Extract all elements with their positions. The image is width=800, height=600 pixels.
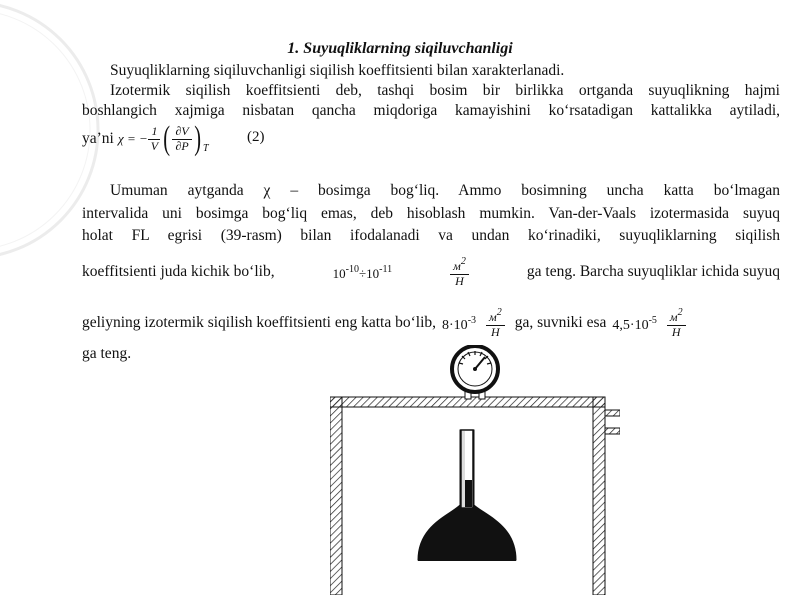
formula-subscript: T bbox=[203, 143, 209, 154]
helium-value: $8\cdot 10^{-3}$ bbox=[442, 314, 477, 333]
flask bbox=[418, 430, 516, 560]
unit-fraction-3: $\frac{м^2}{Н}$ bbox=[667, 307, 686, 338]
paragraph-2-line-5: geliyning izotermik siqilish koeffitsienti eng katta boʻlib, $8\cdot 10^{-3}$ $\frac{м^2}{Н}$ ga, suvniki esa $4,5\cdot 10^{-5}$ $\frac{м^2}{Н}$ bbox=[82, 303, 780, 343]
paragraph-1-line-4: yaʼni bbox=[82, 130, 114, 147]
paragraph-2-line-1: Umuman aytganda χ – bosimga bogʻliq. Ammo bosimning uncha katta boʻlmagan bbox=[110, 182, 780, 199]
paragraph-2-line-6: ga teng. bbox=[82, 345, 132, 362]
vessel-walls bbox=[330, 385, 620, 595]
water-value: $4,5\cdot 10^{-5}$ bbox=[612, 314, 657, 333]
formula-lhs: χ = − bbox=[118, 131, 148, 146]
unit-fraction-2: $\frac{м^2}{Н}$ bbox=[486, 307, 505, 338]
compressibility-formula: χ = − $\frac{1}{V}$ ( $\frac{\partial V}{\partial P}$ ) T bbox=[118, 120, 209, 157]
paragraph-2-line-3: holat FL egrisi (39-rasm) bilan ifodalanadi va undan koʻrinadiki, suyuqliklarning siqilish bbox=[82, 227, 780, 244]
paragraph-1-line-3: boshlangich xajmiga nisbatan qancha miqdoriga kamayishini koʻrsatadigan kattalikka aytiladi, bbox=[82, 102, 780, 119]
paragraph-2-line-2: intervalida uni bosimga bogʻliq emas, deb hisoblash mumkin. Van-der-Vaals izotermasida suyuq bbox=[82, 205, 780, 222]
formula-fraction-2: $\frac{\partial V}{\partial P}$ bbox=[172, 125, 191, 152]
paragraph-1-line-1: Suyuqliklarning siqiluvchanligi siqilish koeffitsienti bilan xarakterlanadi. bbox=[110, 62, 565, 79]
paragraph-1-line-2: Izotermik siqilish koeffitsienti deb, tashqi bosim bir birlikka ortganda suyuqlikning hajmi bbox=[110, 82, 780, 99]
pressure-gauge bbox=[452, 346, 498, 392]
coefficient-range: $10^{-10}\div 10^{-11}$ bbox=[332, 264, 393, 281]
piezometer-figure bbox=[330, 345, 620, 595]
paragraph-2-line-4: koeffitsienti juda kichik boʻlib, $10^{-10}\div 10^{-11}$ $\frac{м^2}{Н}$ ga teng. Barcha suyuqliklar ichida suyuq bbox=[82, 256, 780, 288]
equation-number: (2) bbox=[247, 129, 265, 145]
formula-fraction-1: $\frac{1}{V}$ bbox=[148, 125, 161, 152]
unit-fraction-1: $\frac{м^2}{Н}$ bbox=[450, 256, 469, 287]
section-heading: 1. Suyuqliklarning siqiluvchanligi bbox=[287, 40, 513, 57]
